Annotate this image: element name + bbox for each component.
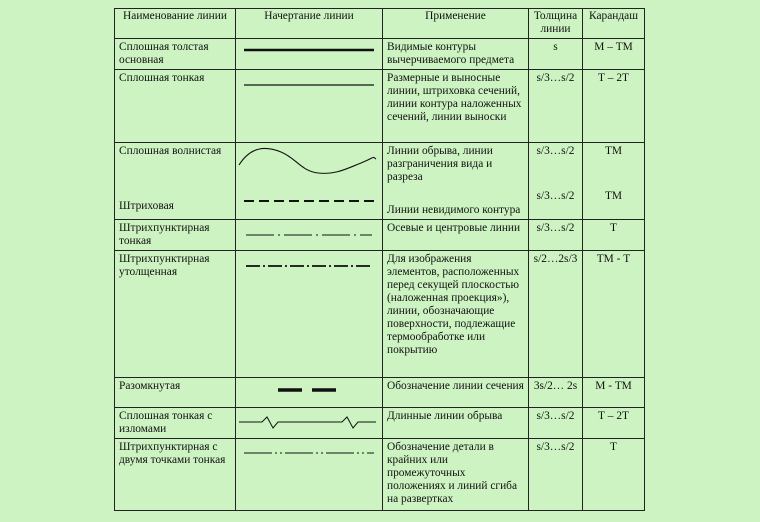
line-sample xyxy=(236,143,383,220)
line-sample-wavy-and-dashed xyxy=(236,143,382,218)
table-row xyxy=(115,39,645,70)
line-sample-open xyxy=(236,378,382,407)
line-name: Сплошная толстая основная xyxy=(115,39,236,70)
line-thickness: s/3…s/2 xyxy=(536,190,575,202)
line-thickness: s/2…2s/3 xyxy=(529,251,583,378)
line-usage: Размерные и выносные линии, штриховка сечений, линии контура наложенных сечений, линии выноски xyxy=(383,70,529,143)
table-row-merged xyxy=(115,143,645,220)
line-sample-dash-dot-thin xyxy=(236,220,382,250)
line-thickness: s xyxy=(529,39,583,70)
line-sample xyxy=(236,39,383,70)
line-usage-cell xyxy=(383,143,529,220)
line-usage: Видимые контуры вычерчиваемого предмета xyxy=(383,39,529,70)
line-usage: Линии невидимого контура xyxy=(387,204,521,216)
line-sample xyxy=(236,251,383,378)
line-sample-solid-thin xyxy=(236,70,382,142)
line-pencil: Т – 2Т xyxy=(583,408,645,439)
line-name-cell xyxy=(115,143,236,220)
line-sample xyxy=(236,378,383,408)
line-sample-zigzag xyxy=(236,408,382,437)
line-pencil: ТМ xyxy=(605,145,622,157)
line-usage: Обозначение детали в крайних или промежуточных положениях и линий сгиба на развертках xyxy=(383,439,529,511)
table-row xyxy=(115,220,645,251)
line-sample-dash-two-dot xyxy=(236,439,382,510)
table-row xyxy=(115,378,645,408)
header-row xyxy=(115,9,645,39)
line-name: Сплошная волнистая xyxy=(119,145,222,157)
line-name: Штрихпунктирная утолщенная xyxy=(115,251,236,378)
line-thickness: s/3…s/2 xyxy=(529,70,583,143)
line-usage: Длинные линии обрыва xyxy=(383,408,529,439)
line-usage: Обозначение линии сечения xyxy=(383,378,529,408)
line-thickness: s/3…s/2 xyxy=(529,439,583,511)
line-sample xyxy=(236,408,383,439)
table-row xyxy=(115,70,645,143)
line-name: Сплошная тонкая xyxy=(115,70,236,143)
line-pencil: М – ТМ xyxy=(583,39,645,70)
line-sample xyxy=(236,220,383,251)
line-name: Разомкнутая xyxy=(115,378,236,408)
line-pencil-cell xyxy=(583,143,645,220)
line-thickness: s/3…s/2 xyxy=(536,145,575,157)
header-usage: Применение xyxy=(383,9,529,39)
line-usage: Линии обрыва, линии разграничения вида и разреза xyxy=(387,145,493,183)
line-usage: Осевые и центровые линии xyxy=(383,220,529,251)
line-usage: Для изображения элементов, расположенных перед секущей плоскостью (наложенная проекция»), линии, обозначающие поверхности, подлежащие термообработке или покрытию xyxy=(383,251,529,378)
line-pencil: М - ТМ xyxy=(583,378,645,408)
line-types-table xyxy=(114,8,645,511)
line-pencil: Т xyxy=(583,220,645,251)
header-name: Наименование линии xyxy=(115,9,236,39)
line-thickness: 3s/2… 2s xyxy=(529,378,583,408)
line-pencil: Т xyxy=(583,439,645,511)
line-name: Штрихпунктирная с двумя точками тонкая xyxy=(115,439,236,511)
line-pencil: ТМ - Т xyxy=(583,251,645,378)
line-sample xyxy=(236,439,383,511)
header-drawing: Начертание линии xyxy=(236,9,383,39)
table-row xyxy=(115,251,645,378)
line-sample-solid-thick xyxy=(236,39,382,69)
line-name: Штрихпунктирная тонкая xyxy=(115,220,236,251)
line-sample-dash-dot-thick xyxy=(236,251,382,377)
header-thickness: Толщина линии xyxy=(529,9,583,39)
table-row xyxy=(115,439,645,511)
line-sample-wavy xyxy=(239,148,376,173)
line-name: Штриховая xyxy=(119,200,174,212)
line-thickness: s/3…s/2 xyxy=(529,408,583,439)
line-sample xyxy=(236,70,383,143)
table-row xyxy=(115,408,645,439)
line-pencil: Т – 2Т xyxy=(583,70,645,143)
line-pencil: ТМ xyxy=(605,190,622,202)
line-name: Сплошная тонкая с изломами xyxy=(115,408,236,439)
line-thickness-cell xyxy=(529,143,583,220)
header-pencil: Карандаш xyxy=(583,9,645,39)
line-thickness: s/3…s/2 xyxy=(529,220,583,251)
